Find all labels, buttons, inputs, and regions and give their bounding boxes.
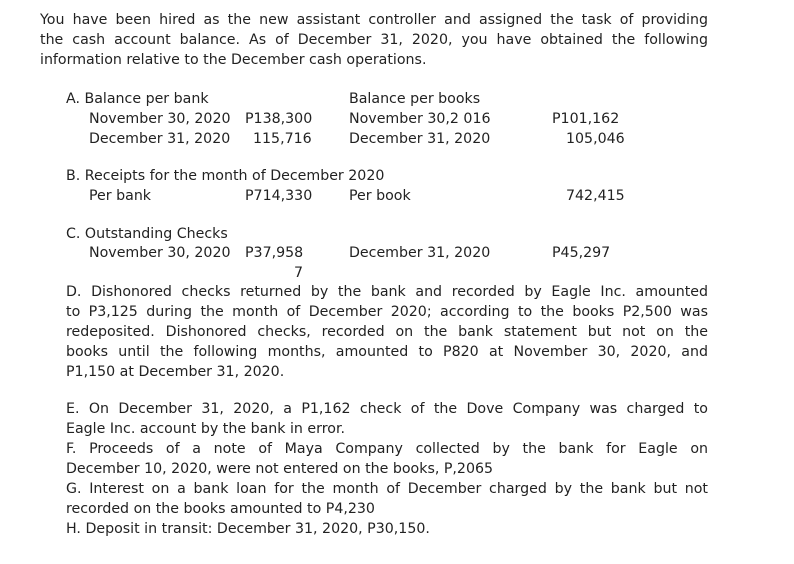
section-d-line: books until the following months, amounted to P820 at November 30, 2020, and bbox=[66, 344, 708, 360]
section-h-line: H. Deposit in transit: December 31, 2020, P30,150. bbox=[66, 521, 430, 537]
outstanding-value-dec: P45,297 bbox=[552, 245, 611, 261]
section-e-line: Eagle Inc. account by the bank in error. bbox=[66, 421, 345, 437]
books-date-dec: December 31, 2020 bbox=[349, 131, 491, 147]
section-d-paragraph bbox=[66, 282, 708, 382]
section-c-label: C. Outstanding Checks bbox=[66, 226, 228, 242]
section-a-label: A. Balance per bank bbox=[66, 91, 209, 107]
per-bank-value: P714,330 bbox=[245, 188, 313, 204]
per-bank-label: Per bank bbox=[89, 188, 152, 204]
books-value-dec: 105,046 bbox=[566, 131, 625, 147]
outstanding-date-nov: November 30, 2020 bbox=[89, 245, 231, 261]
bank-date-nov: November 30, 2020 bbox=[89, 111, 231, 127]
books-label: Balance per books bbox=[349, 91, 481, 107]
section-d-line: D. Dishonored checks returned by the bank and recorded by Eagle Inc. amounted bbox=[66, 284, 708, 300]
section-efgh-paragraph bbox=[66, 399, 708, 539]
bank-value-nov: P138,300 bbox=[245, 111, 313, 127]
section-g-line: recorded on the books amounted to P4,230 bbox=[66, 501, 375, 517]
outstanding-value-nov: P37,958 bbox=[245, 245, 304, 261]
section-d-line: to P3,125 during the month of December 2020; according to the books P2,500 was bbox=[66, 304, 708, 320]
section-f-line: December 10, 2020, were not entered on the books, P,2065 bbox=[66, 461, 494, 477]
books-value-nov: P101,162 bbox=[552, 111, 620, 127]
bank-value-dec: 115,716 bbox=[253, 131, 312, 147]
section-b-label: B. Receipts for the month of December 2020 bbox=[66, 168, 385, 184]
section-d-line: P1,150 at December 31, 2020. bbox=[66, 364, 285, 380]
intro-line: You have been hired as the new assistant controller and assigned the task of providing bbox=[40, 12, 708, 28]
section-g-line: G. Interest on a bank loan for the month of December charged by the bank but not bbox=[66, 481, 708, 497]
stray-digit: 7 bbox=[294, 265, 304, 281]
intro-line: information relative to the December cash operations. bbox=[40, 52, 427, 68]
per-book-label: Per book bbox=[349, 188, 411, 204]
section-e-line: E. On December 31, 2020, a P1,162 check of the Dove Company was charged to bbox=[66, 401, 708, 417]
per-book-value: 742,415 bbox=[566, 188, 625, 204]
section-d-line: redeposited. Dishonored checks, recorded on the bank statement but not on the bbox=[66, 324, 708, 340]
intro-line: the cash account balance. As of December 31, 2020, you have obtained the following bbox=[40, 32, 708, 48]
outstanding-date-dec: December 31, 2020 bbox=[349, 245, 491, 261]
bank-date-dec: December 31, 2020 bbox=[89, 131, 231, 147]
section-f-line: F. Proceeds of a note of Maya Company collected by the bank for Eagle on bbox=[66, 441, 708, 457]
books-date-nov: November 30,2 016 bbox=[349, 111, 491, 127]
intro-paragraph bbox=[40, 10, 708, 70]
